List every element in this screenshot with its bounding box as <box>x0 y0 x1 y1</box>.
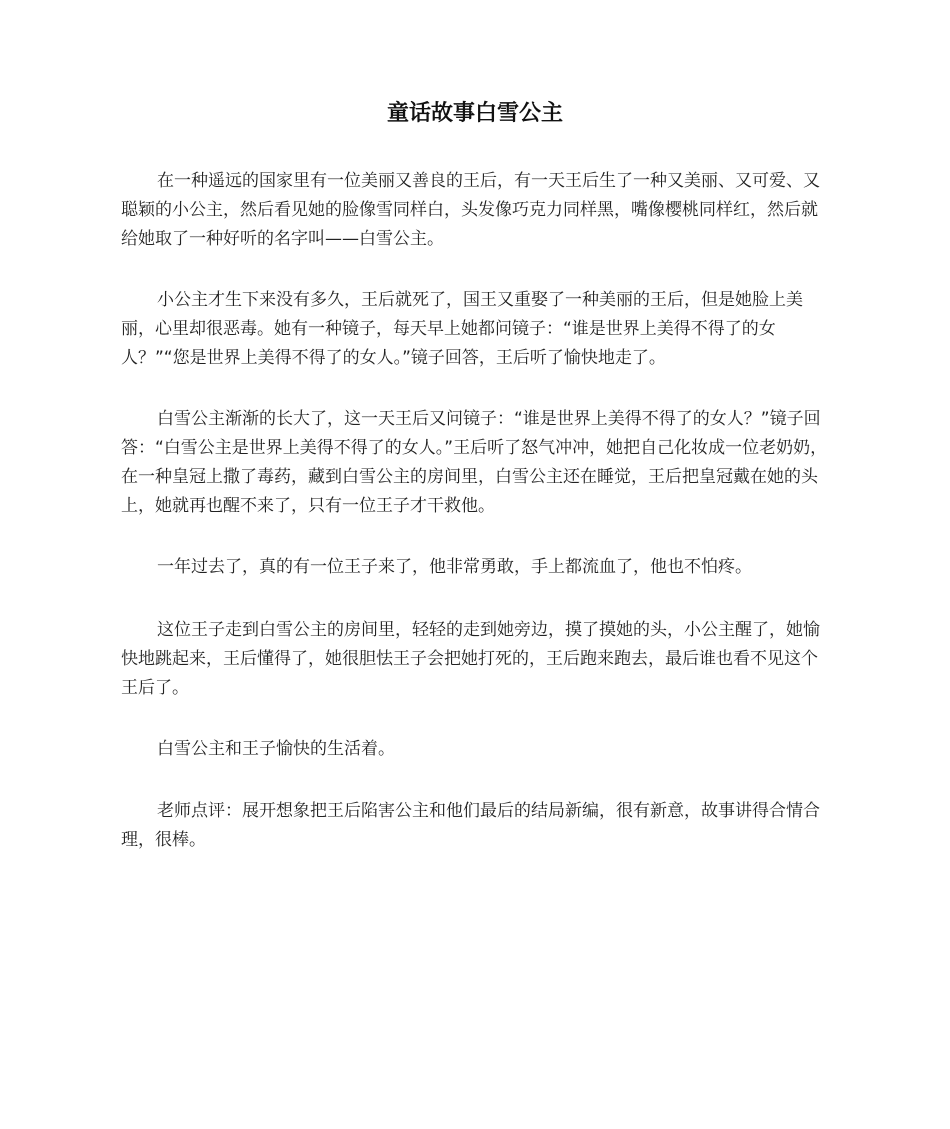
story-paragraph-5: 这位王子走到白雪公主的房间里，轻轻的走到她旁边，摸了摸她的头，小公主醒了，她愉快地跳起来，王后懂得了，她很胆怯王子会把她打死的，王后跑来跑去，最后谁也看不见这个王后了。 <box>121 620 820 698</box>
story-paragraph-6: 白雪公主和王子愉快的生活着。 <box>157 739 395 759</box>
story-paragraph-3: 白雪公主渐渐的长大了，这一天王后又问镜子：“谁是世界上美得不得了的女人？”镜子回答：“白雪公主是世界上美得不得了的女人。”王后听了怒气冲冲，她把自己化妆成一位老奶奶，在一种皇冠上撒了毒药，藏到白雪公主的房间里，白雪公主还在睡觉，王后把皇冠戴在她的头上，她就再也醒不来了，只有一位王子才干救他。 <box>121 409 828 516</box>
story-paragraph-1: 在一种遥远的国家里有一位美丽又善良的王后，有一天王后生了一种又美丽、又可爱、又聪颖的小公主，然后看见她的脸像雪同样白，头发像巧克力同样黑，嘴像樱桃同样红，然后就给她取了一种好听的名字叫——白雪公主。 <box>121 171 820 249</box>
teacher-comment-paragraph: 老师点评：展开想象把王后陷害公主和他们最后的结局新编，很有新意，故事讲得合情合理，很棒。 <box>121 801 820 850</box>
document-title: 童话故事白雪公主 <box>386 101 563 126</box>
story-paragraph-2: 小公主才生下来没有多久，王后就死了，国王又重娶了一种美丽的王后，但是她脸上美丽，心里却很恶毒。她有一种镜子，每天早上她都问镜子：“谁是世界上美得不得了的女人？”“您是世界上美得不得了的女人。”镜子回答，王后听了愉快地走了。 <box>121 290 803 368</box>
story-paragraph-4: 一年过去了，真的有一位王子来了，他非常勇敢，手上都流血了，他也不怕疼。 <box>157 557 752 577</box>
